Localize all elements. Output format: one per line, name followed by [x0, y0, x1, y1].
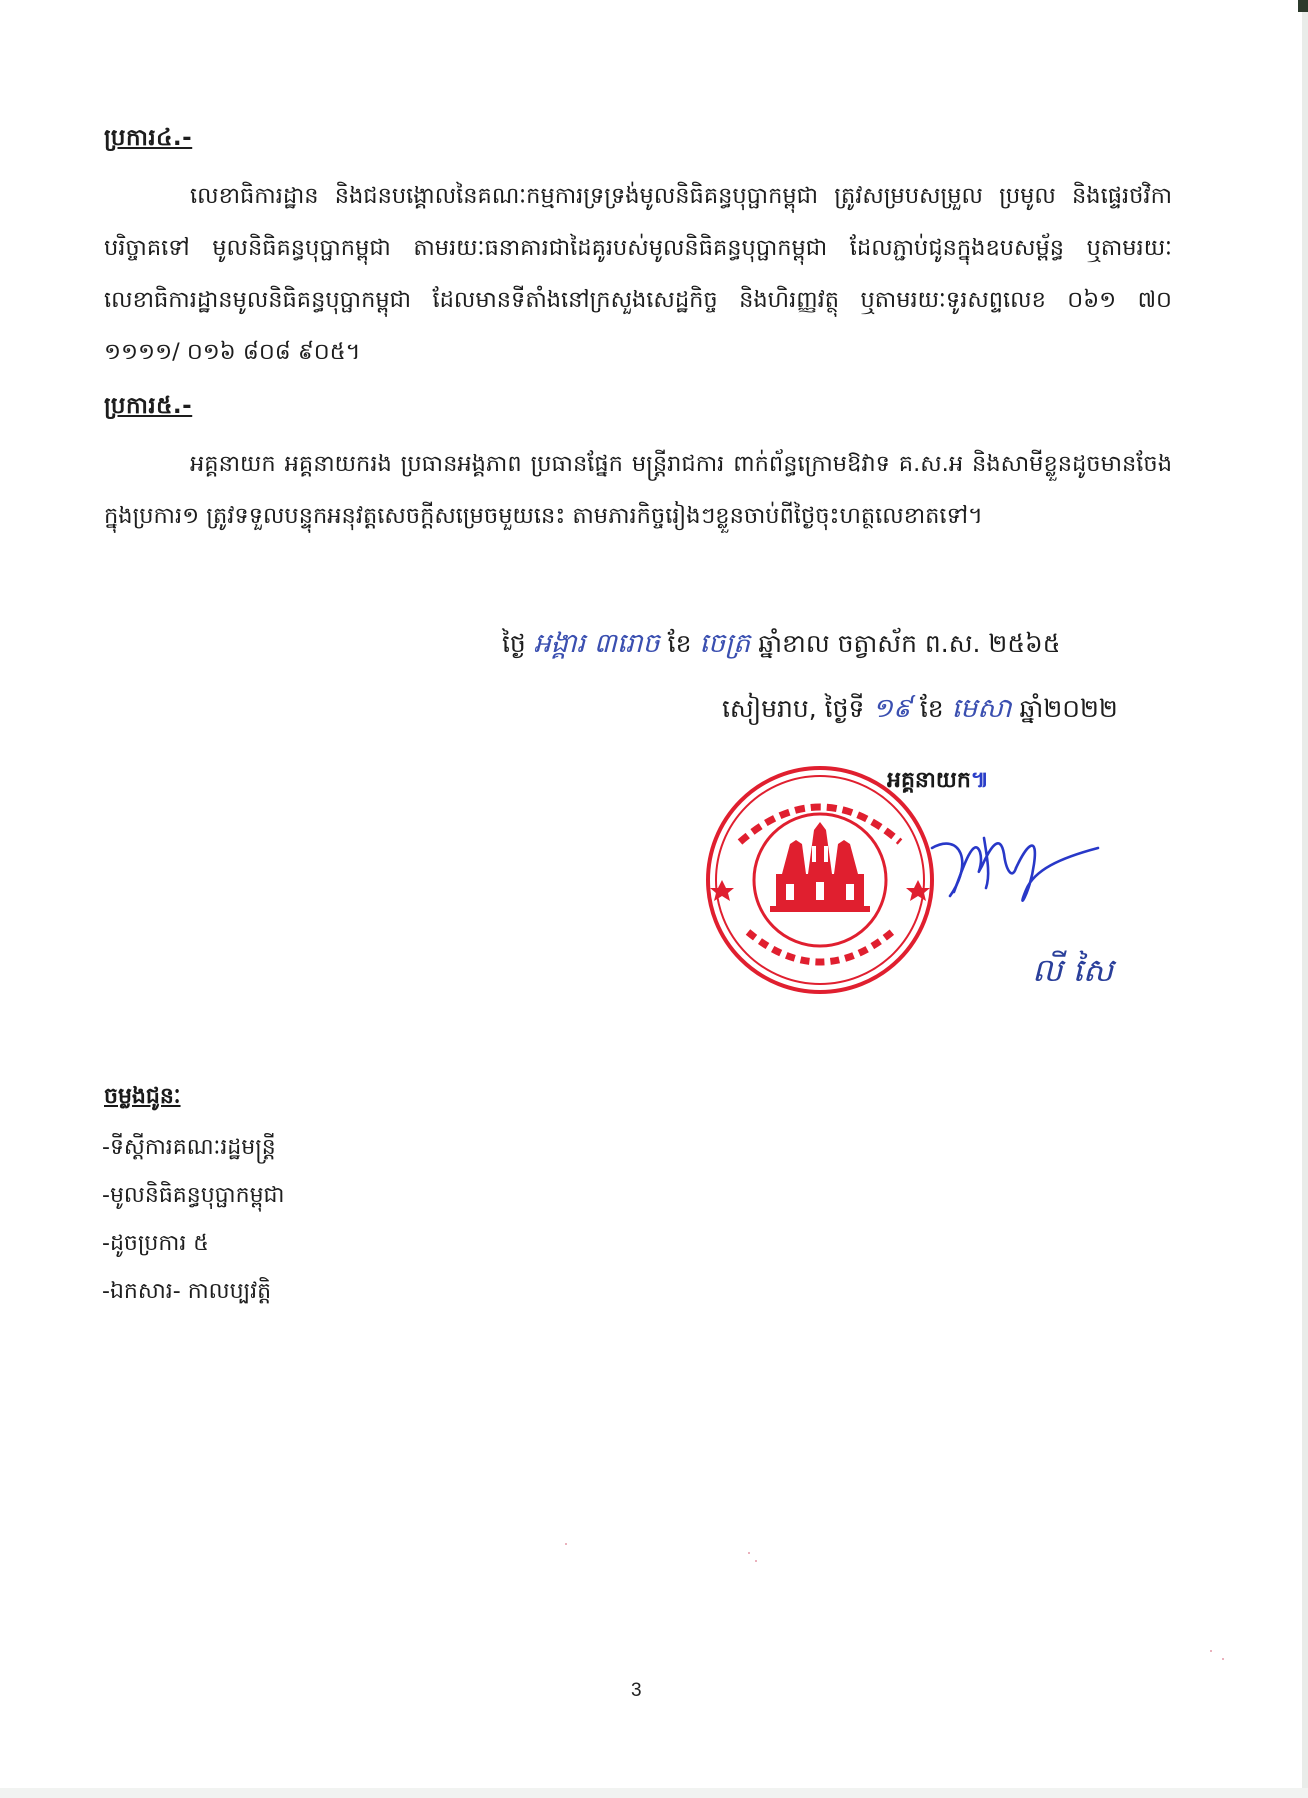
recipient-item: -ដូចប្រការ ៥	[102, 1231, 209, 1256]
scan-speck	[755, 1560, 757, 1562]
recipient-item: -ឯកសារ- កាលប្បវត្តិ	[102, 1279, 272, 1304]
signatory-title	[887, 766, 989, 798]
solar-date-line	[722, 692, 1118, 731]
solar-day-handwritten: ១៩	[872, 693, 912, 724]
recipient-item: -មូលនិធិគន្ធបុប្ផាកម្ពុជា	[102, 1183, 285, 1208]
lunar-date-line	[502, 627, 1060, 666]
article-4-paragraph	[104, 170, 1172, 378]
lunar-month-prefix: ខែ	[667, 629, 692, 658]
lunar-date-prefix: ថ្ងៃ	[502, 629, 526, 658]
lunar-month-handwritten: ចេត្រ	[699, 628, 751, 659]
solar-year: ឆ្នាំ២០២២	[1019, 694, 1118, 723]
scan-corner-mark	[1298, 0, 1308, 12]
scan-edge-bottom	[0, 1788, 1308, 1798]
signatory-title-text: អគ្គនាយក	[887, 768, 971, 793]
scan-speck	[748, 1552, 750, 1554]
article-5-heading: ប្រការ៥.-	[104, 393, 193, 419]
article-4-text: លេខាធិការដ្ឋាន និងជនបង្គោលនៃគណៈកម្មការទ្រទ្រង់មូលនិធិគន្ធបុប្ផាកម្ពុជា ត្រូវសម្របសម្រួល ប្រមូល និងផ្ទេរថវិកាបរិច្ចាគទៅ មូលនិធិគន្ធបុប្ផាកម្ពុជា តាមរយៈធនាគារជាដៃគូរបស់មូលនិធិគន្ធបុប្ផាកម្ពុជា ដែលភ្ជាប់ជូនក្នុងឧបសម្ព័ន្ធ ឬតាមរយៈលេខាធិការដ្ឋានមូលនិធិគន្ធបុប្ផាកម្ពុជា ដែលមានទីតាំងនៅក្រសួងសេដ្ឋកិច្ច និងហិរញ្ញវត្ថុ ឬតាមរយៈទូរសព្ទលេខ ០៦១ ៧០ ១១១១/ ០១៦ ៨០៨ ៩០៥។	[104, 183, 1172, 365]
scan-speck	[1210, 1650, 1212, 1652]
scan-speck	[1222, 1658, 1224, 1660]
article-5-text: អគ្គនាយក អគ្គនាយករង ប្រធានអង្គភាព ប្រធានផ្នែក មន្ត្រីរាជការ ពាក់ព័ន្ធក្រោមឱវាទ គ.ស.អ និងសាមីខ្លួនដូចមានចែងក្នុងប្រការ១ ត្រូវទទួលបន្ទុកអនុវត្តសេចក្តីសម្រេចមួយនេះ តាមភារកិច្ចរៀងៗខ្លួនចាប់ពីថ្ងៃចុះហត្ថលេខាតទៅ។	[104, 451, 1172, 529]
article-4-heading: ប្រការ៤.-	[104, 125, 193, 151]
scan-edge-right	[1302, 0, 1308, 1798]
signer-name: លី សៃ	[1032, 951, 1114, 989]
page-number: 3	[631, 1680, 642, 1701]
lunar-day-handwritten: អង្គារ ៣រោច	[533, 628, 660, 659]
recipient-item: -ទីស្តីការគណៈរដ្ឋមន្ត្រី	[102, 1135, 276, 1160]
signatory-title-mark: ៕	[970, 768, 990, 793]
recipients-heading: ចម្លងជូនៈ	[104, 1084, 181, 1109]
solar-month-handwritten: មេសា	[951, 693, 1012, 724]
scan-speck	[565, 1543, 567, 1545]
handwritten-signature	[930, 818, 1100, 928]
solar-month-prefix: ខែ	[919, 694, 944, 723]
lunar-year: ឆ្នាំខាល ចត្វាស័ក ព.ស. ២៥៦៥	[758, 629, 1061, 658]
article-5-paragraph	[104, 438, 1172, 542]
recipients-list	[102, 1124, 285, 1316]
solar-date-prefix: សៀមរាប, ថ្ងៃទី	[722, 694, 865, 723]
